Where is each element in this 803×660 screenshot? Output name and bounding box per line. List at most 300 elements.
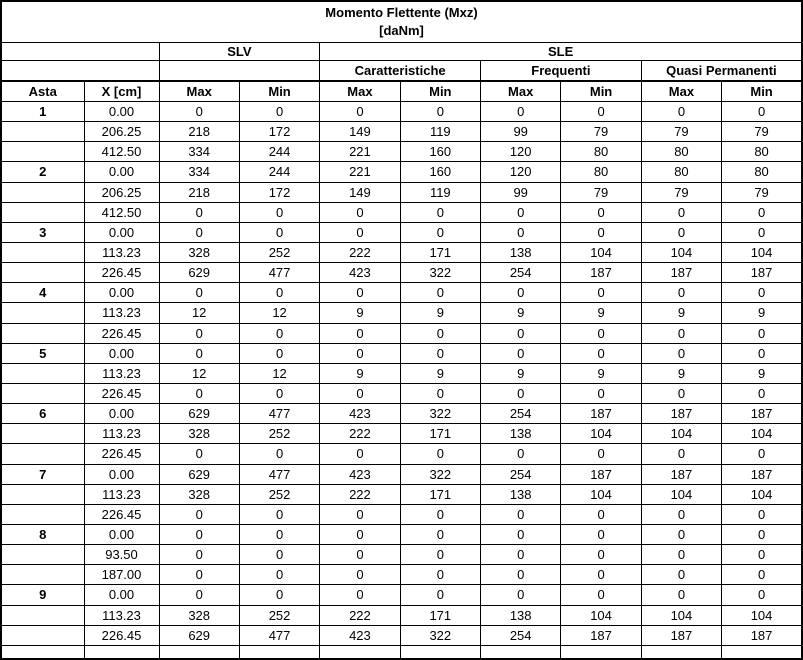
value-cell: 0 [641, 222, 721, 242]
value-cell: 9 [561, 363, 641, 383]
value-cell: 104 [561, 484, 641, 504]
value-cell: 0 [320, 565, 400, 585]
value-cell: 104 [722, 242, 802, 262]
x-cell: 226.45 [84, 625, 159, 645]
x-cell: 93.50 [84, 545, 159, 565]
x-cell: 113.23 [84, 363, 159, 383]
value-cell: 222 [320, 424, 400, 444]
value-cell: 244 [239, 162, 319, 182]
value-cell: 0 [641, 565, 721, 585]
asta-cell [1, 565, 84, 585]
value-cell: 79 [561, 182, 641, 202]
x-cell: 0.00 [84, 524, 159, 544]
asta-cell [1, 323, 84, 343]
value-cell: 0 [400, 102, 480, 122]
x-cell: 0.00 [84, 464, 159, 484]
value-cell: 0 [239, 222, 319, 242]
value-cell: 0 [159, 383, 239, 403]
cropped-table-row [1, 645, 802, 659]
value-cell: 80 [561, 162, 641, 182]
value-cell: 80 [641, 162, 721, 182]
value-cell: 187 [561, 263, 641, 283]
x-cell: 226.45 [84, 383, 159, 403]
value-cell: 0 [481, 565, 561, 585]
x-cell: 113.23 [84, 605, 159, 625]
asta-cell: 9 [1, 585, 84, 605]
value-cell: 328 [159, 424, 239, 444]
value-cell: 0 [481, 202, 561, 222]
x-cell: 226.45 [84, 263, 159, 283]
value-cell: 119 [400, 182, 480, 202]
value-cell: 171 [400, 484, 480, 504]
value-cell [239, 645, 319, 659]
value-cell: 187 [561, 404, 641, 424]
value-cell: 0 [159, 565, 239, 585]
asta-cell [1, 263, 84, 283]
value-cell: 328 [159, 242, 239, 262]
value-cell: 171 [400, 605, 480, 625]
title-line-1: Momento Flettente (Mxz) [325, 5, 478, 20]
value-cell: 9 [400, 363, 480, 383]
x-cell: 0.00 [84, 283, 159, 303]
value-cell: 252 [239, 242, 319, 262]
table-row [1, 263, 802, 283]
value-cell: 0 [239, 524, 319, 544]
value-cell: 80 [561, 142, 641, 162]
value-cell: 0 [641, 585, 721, 605]
value-cell: 477 [239, 464, 319, 484]
value-cell: 80 [722, 162, 802, 182]
value-cell: 629 [159, 263, 239, 283]
value-cell: 0 [320, 283, 400, 303]
asta-cell [1, 142, 84, 162]
value-cell: 138 [481, 242, 561, 262]
value-cell: 120 [481, 142, 561, 162]
value-cell: 99 [481, 182, 561, 202]
value-cell: 0 [400, 283, 480, 303]
value-cell: 0 [481, 524, 561, 544]
value-cell: 79 [641, 182, 721, 202]
value-cell: 322 [400, 625, 480, 645]
value-cell: 0 [320, 585, 400, 605]
value-cell: 9 [641, 303, 721, 323]
value-cell [481, 645, 561, 659]
value-cell: 322 [400, 464, 480, 484]
table-row [1, 565, 802, 585]
value-cell: 187 [722, 464, 802, 484]
value-cell: 254 [481, 464, 561, 484]
value-cell: 104 [722, 605, 802, 625]
value-cell: 0 [400, 504, 480, 524]
value-cell: 0 [481, 504, 561, 524]
value-cell: 0 [239, 444, 319, 464]
value-cell: 79 [561, 122, 641, 142]
value-cell: 187 [641, 625, 721, 645]
caratteristiche-header: Caratteristiche [320, 61, 481, 82]
value-cell: 120 [481, 162, 561, 182]
value-cell: 0 [722, 283, 802, 303]
quasi-permanenti-max-header: Max [641, 81, 721, 102]
value-cell: 328 [159, 484, 239, 504]
asta-cell [1, 645, 84, 659]
value-cell: 0 [400, 323, 480, 343]
value-cell: 423 [320, 464, 400, 484]
value-cell: 0 [641, 323, 721, 343]
asta-cell: 6 [1, 404, 84, 424]
value-cell: 0 [641, 283, 721, 303]
x-cell: 113.23 [84, 424, 159, 444]
value-cell: 0 [641, 504, 721, 524]
frequenti-header: Frequenti [481, 61, 642, 82]
caratteristiche-max-header: Max [320, 81, 400, 102]
x-cell: 113.23 [84, 242, 159, 262]
value-cell: 0 [481, 545, 561, 565]
title-row [1, 1, 802, 43]
value-cell: 12 [159, 303, 239, 323]
value-cell: 0 [641, 343, 721, 363]
asta-cell [1, 242, 84, 262]
value-cell [159, 645, 239, 659]
slv-group-header: SLV [159, 43, 320, 61]
value-cell: 99 [481, 122, 561, 142]
value-cell: 104 [561, 605, 641, 625]
value-cell: 80 [722, 142, 802, 162]
value-cell: 187 [722, 404, 802, 424]
value-cell: 0 [561, 585, 641, 605]
value-cell: 629 [159, 625, 239, 645]
x-cell [84, 645, 159, 659]
value-cell: 104 [641, 605, 721, 625]
table-row [1, 343, 802, 363]
asta-cell [1, 182, 84, 202]
x-cell: 0.00 [84, 585, 159, 605]
value-cell: 254 [481, 263, 561, 283]
table-row [1, 222, 802, 242]
value-cell: 0 [239, 504, 319, 524]
value-cell: 0 [722, 202, 802, 222]
x-cell: 187.00 [84, 565, 159, 585]
asta-column-header: Asta [1, 81, 84, 102]
quasi-permanenti-min-header: Min [722, 81, 802, 102]
table-row [1, 585, 802, 605]
value-cell: 0 [722, 343, 802, 363]
asta-cell [1, 605, 84, 625]
table-row [1, 504, 802, 524]
value-cell: 0 [481, 585, 561, 605]
table-row [1, 464, 802, 484]
x-cell: 226.45 [84, 323, 159, 343]
value-cell: 0 [481, 343, 561, 363]
x-cell: 412.50 [84, 202, 159, 222]
value-cell: 0 [400, 585, 480, 605]
title-line-2: [daNm] [379, 23, 424, 38]
value-cell [722, 645, 802, 659]
value-cell: 334 [159, 162, 239, 182]
value-cell: 0 [641, 383, 721, 403]
frequenti-min-header: Min [561, 81, 641, 102]
value-cell: 0 [159, 283, 239, 303]
value-cell: 477 [239, 404, 319, 424]
value-cell: 0 [481, 283, 561, 303]
asta-cell: 7 [1, 464, 84, 484]
value-cell: 0 [722, 504, 802, 524]
value-cell [320, 645, 400, 659]
value-cell: 138 [481, 605, 561, 625]
value-cell: 0 [159, 343, 239, 363]
value-cell: 218 [159, 182, 239, 202]
value-cell: 0 [320, 545, 400, 565]
value-cell: 0 [561, 565, 641, 585]
x-cell: 113.23 [84, 303, 159, 323]
table-row [1, 424, 802, 444]
value-cell: 160 [400, 162, 480, 182]
table-row [1, 142, 802, 162]
x-cell: 226.45 [84, 504, 159, 524]
quasi-permanenti-header: Quasi Permanenti [641, 61, 802, 82]
slv-max-header: Max [159, 81, 239, 102]
value-cell: 222 [320, 242, 400, 262]
value-cell: 104 [641, 424, 721, 444]
value-cell: 160 [400, 142, 480, 162]
value-cell: 252 [239, 605, 319, 625]
value-cell: 0 [722, 585, 802, 605]
value-cell: 9 [641, 363, 721, 383]
value-cell: 104 [641, 242, 721, 262]
x-cell: 0.00 [84, 162, 159, 182]
value-cell: 0 [159, 102, 239, 122]
value-cell: 79 [641, 122, 721, 142]
asta-cell: 1 [1, 102, 84, 122]
value-cell: 0 [320, 524, 400, 544]
asta-cell [1, 504, 84, 524]
asta-cell [1, 202, 84, 222]
value-cell: 187 [561, 625, 641, 645]
value-cell: 9 [722, 303, 802, 323]
value-cell: 0 [400, 222, 480, 242]
table-row [1, 444, 802, 464]
value-cell: 104 [722, 424, 802, 444]
value-cell [400, 645, 480, 659]
value-cell: 0 [320, 202, 400, 222]
x-cell: 0.00 [84, 102, 159, 122]
value-cell: 0 [239, 565, 319, 585]
column-header-row [1, 81, 802, 102]
value-cell: 0 [159, 222, 239, 242]
value-cell: 0 [320, 343, 400, 363]
value-cell: 0 [481, 323, 561, 343]
value-cell: 0 [481, 102, 561, 122]
table-row [1, 323, 802, 343]
value-cell: 629 [159, 404, 239, 424]
value-cell: 0 [400, 565, 480, 585]
combination-header-row [1, 61, 802, 82]
value-cell: 0 [722, 444, 802, 464]
value-cell: 477 [239, 625, 319, 645]
value-cell: 104 [561, 424, 641, 444]
value-cell: 9 [561, 303, 641, 323]
value-cell: 0 [159, 444, 239, 464]
asta-cell [1, 424, 84, 444]
value-cell: 0 [561, 283, 641, 303]
value-cell: 0 [239, 102, 319, 122]
value-cell: 322 [400, 404, 480, 424]
value-cell: 0 [159, 545, 239, 565]
table-row [1, 363, 802, 383]
table-row [1, 524, 802, 544]
value-cell: 0 [641, 202, 721, 222]
value-cell: 149 [320, 122, 400, 142]
x-cell: 226.45 [84, 444, 159, 464]
value-cell: 0 [561, 102, 641, 122]
x-cell: 113.23 [84, 484, 159, 504]
value-cell: 0 [561, 504, 641, 524]
table-body [1, 102, 802, 659]
value-cell: 322 [400, 263, 480, 283]
value-cell: 104 [641, 484, 721, 504]
value-cell: 0 [481, 222, 561, 242]
value-cell: 12 [239, 303, 319, 323]
value-cell: 0 [239, 343, 319, 363]
value-cell: 79 [722, 182, 802, 202]
value-cell: 0 [561, 444, 641, 464]
value-cell: 254 [481, 625, 561, 645]
value-cell: 104 [722, 484, 802, 504]
value-cell: 79 [722, 122, 802, 142]
table-row [1, 484, 802, 504]
value-cell: 328 [159, 605, 239, 625]
value-cell: 0 [722, 545, 802, 565]
value-cell: 187 [641, 263, 721, 283]
value-cell: 334 [159, 142, 239, 162]
table-row [1, 242, 802, 262]
value-cell: 423 [320, 263, 400, 283]
asta-cell: 3 [1, 222, 84, 242]
table-row [1, 545, 802, 565]
value-cell: 0 [159, 585, 239, 605]
asta-cell: 4 [1, 283, 84, 303]
x-cell: 0.00 [84, 222, 159, 242]
value-cell: 0 [561, 323, 641, 343]
value-cell: 187 [722, 263, 802, 283]
value-cell: 0 [239, 383, 319, 403]
table-row [1, 283, 802, 303]
value-cell: 254 [481, 404, 561, 424]
asta-cell [1, 383, 84, 403]
asta-cell: 5 [1, 343, 84, 363]
table-row [1, 404, 802, 424]
value-cell: 0 [641, 545, 721, 565]
table-row [1, 605, 802, 625]
limit-state-header-row [1, 43, 802, 61]
asta-cell: 2 [1, 162, 84, 182]
value-cell: 0 [159, 202, 239, 222]
value-cell: 0 [320, 383, 400, 403]
asta-cell [1, 625, 84, 645]
value-cell: 244 [239, 142, 319, 162]
value-cell: 0 [722, 524, 802, 544]
value-cell: 0 [159, 504, 239, 524]
table-row [1, 625, 802, 645]
value-cell: 0 [400, 545, 480, 565]
value-cell: 0 [320, 102, 400, 122]
value-cell: 0 [722, 383, 802, 403]
table-row [1, 303, 802, 323]
value-cell: 0 [641, 524, 721, 544]
table-row [1, 102, 802, 122]
x-cell: 0.00 [84, 404, 159, 424]
value-cell: 0 [561, 383, 641, 403]
value-cell: 119 [400, 122, 480, 142]
value-cell: 171 [400, 242, 480, 262]
value-cell: 0 [561, 343, 641, 363]
asta-cell [1, 545, 84, 565]
value-cell: 187 [641, 404, 721, 424]
table-row [1, 202, 802, 222]
value-cell: 9 [320, 303, 400, 323]
asta-cell [1, 484, 84, 504]
value-cell: 138 [481, 484, 561, 504]
value-cell: 104 [561, 242, 641, 262]
value-cell: 187 [722, 625, 802, 645]
value-cell: 252 [239, 484, 319, 504]
spacer-cell [1, 43, 159, 61]
value-cell: 9 [722, 363, 802, 383]
value-cell: 0 [239, 283, 319, 303]
x-cell: 206.25 [84, 182, 159, 202]
value-cell: 0 [722, 222, 802, 242]
value-cell: 0 [641, 102, 721, 122]
asta-cell: 8 [1, 524, 84, 544]
value-cell: 0 [320, 222, 400, 242]
value-cell [641, 645, 721, 659]
value-cell: 0 [320, 444, 400, 464]
value-cell: 222 [320, 605, 400, 625]
value-cell: 0 [159, 323, 239, 343]
value-cell: 0 [239, 545, 319, 565]
value-cell: 0 [722, 102, 802, 122]
table-header [1, 1, 802, 102]
value-cell: 172 [239, 182, 319, 202]
asta-cell [1, 122, 84, 142]
value-cell: 138 [481, 424, 561, 444]
value-cell: 0 [561, 222, 641, 242]
caratteristiche-min-header: Min [400, 81, 480, 102]
value-cell: 629 [159, 464, 239, 484]
x-cell: 412.50 [84, 142, 159, 162]
value-cell: 222 [320, 484, 400, 504]
asta-cell [1, 363, 84, 383]
value-cell [561, 645, 641, 659]
value-cell: 0 [722, 323, 802, 343]
spacer-cell [1, 61, 159, 82]
value-cell: 0 [400, 524, 480, 544]
value-cell: 423 [320, 404, 400, 424]
table-row [1, 162, 802, 182]
frequenti-max-header: Max [481, 81, 561, 102]
value-cell: 0 [159, 524, 239, 544]
table-title [1, 1, 802, 43]
value-cell: 0 [481, 383, 561, 403]
value-cell: 0 [400, 202, 480, 222]
table-row [1, 122, 802, 142]
value-cell: 0 [481, 444, 561, 464]
value-cell: 218 [159, 122, 239, 142]
value-cell: 9 [481, 303, 561, 323]
value-cell: 172 [239, 122, 319, 142]
table-row [1, 182, 802, 202]
value-cell: 0 [722, 565, 802, 585]
value-cell: 252 [239, 424, 319, 444]
